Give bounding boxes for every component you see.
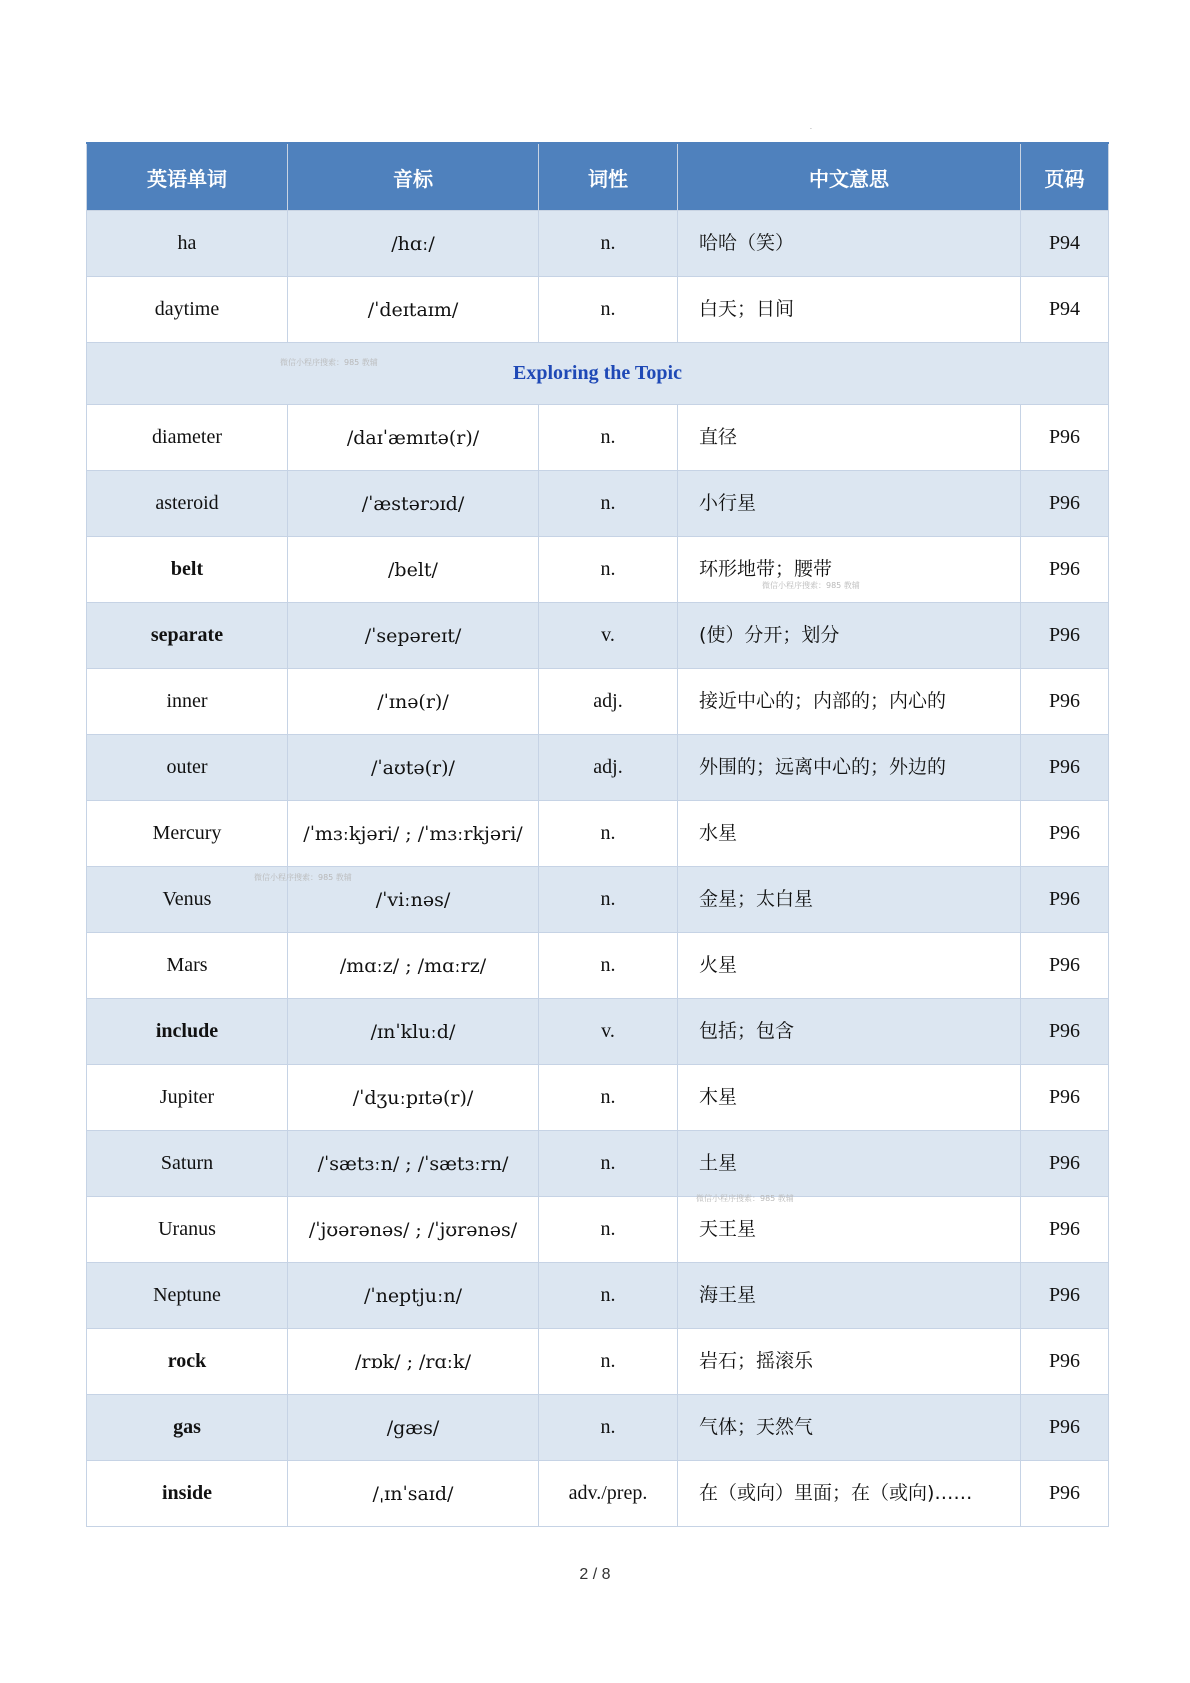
meaning-cell — [678, 1065, 1021, 1131]
meaning-cell — [678, 867, 1021, 933]
top-dot-mark: . — [810, 124, 812, 131]
phonetic-cell: /rɒk/ ; /rɑːk/ — [288, 1329, 539, 1395]
pos-cell: n. — [539, 211, 678, 277]
meaning-cell — [678, 603, 1021, 669]
page-cell: P96 — [1021, 1263, 1109, 1329]
table-row — [87, 669, 1109, 735]
phonetic-cell: /ˈviːnəs/ — [288, 867, 539, 933]
phonetic-cell: /gæs/ — [288, 1395, 539, 1461]
meaning-text: 直径 — [699, 426, 738, 448]
meaning-text: 水星 — [699, 822, 738, 844]
phonetic-cell: /ˈjʊərənəs/ ; /ˈjʊrənəs/ — [288, 1197, 539, 1263]
page-cell: P94 — [1021, 277, 1109, 343]
word-cell: belt — [87, 537, 288, 603]
word-cell: Neptune — [87, 1263, 288, 1329]
table-row — [87, 1263, 1109, 1329]
word-cell: inside — [87, 1461, 288, 1527]
page-cell: P96 — [1021, 1065, 1109, 1131]
table-row — [87, 1461, 1109, 1527]
word-cell: ha — [87, 211, 288, 277]
phonetic-cell: /ɪnˈkluːd/ — [288, 999, 539, 1065]
meaning-text: 包括；包含 — [699, 1020, 795, 1042]
meaning-text: 气体；天然气 — [699, 1416, 814, 1438]
table-row — [87, 1197, 1109, 1263]
word-cell: gas — [87, 1395, 288, 1461]
meaning-text: 在（或向）里面；在（或向)…… — [699, 1482, 973, 1504]
table-row — [87, 801, 1109, 867]
meaning-cell — [678, 1395, 1021, 1461]
meaning-cell — [678, 1263, 1021, 1329]
pos-cell: n. — [539, 1263, 678, 1329]
meaning-cell — [678, 277, 1021, 343]
meaning-text: 木星 — [699, 1086, 738, 1108]
page-cell: P96 — [1021, 999, 1109, 1065]
phonetic-cell: /ˈneptjuːn/ — [288, 1263, 539, 1329]
table-row — [87, 1329, 1109, 1395]
phonetic-cell: /ˈɪnə(r)/ — [288, 669, 539, 735]
phonetic-cell: /ˈdeɪtaɪm/ — [288, 277, 539, 343]
meaning-cell — [678, 211, 1021, 277]
header-word: 英语单词 — [87, 143, 288, 211]
meaning-cell — [678, 735, 1021, 801]
watermark-text: 微信小程序搜索：985 教辅 — [280, 358, 378, 367]
word-cell: Venus — [87, 867, 288, 933]
page-cell: P96 — [1021, 1461, 1109, 1527]
pos-cell: n. — [539, 867, 678, 933]
word-cell: diameter — [87, 405, 288, 471]
phonetic-cell: /ˈsætɜːn/ ; /ˈsætɜːrn/ — [288, 1131, 539, 1197]
word-cell: rock — [87, 1329, 288, 1395]
meaning-text: 岩石；摇滚乐 — [699, 1350, 814, 1372]
vocabulary-table — [86, 142, 1109, 1527]
pos-cell: n. — [539, 1065, 678, 1131]
pos-cell: adj. — [539, 669, 678, 735]
page-cell: P96 — [1021, 603, 1109, 669]
pos-cell: n. — [539, 1197, 678, 1263]
meaning-cell — [678, 1461, 1021, 1527]
pos-cell: n. — [539, 405, 678, 471]
meaning-text: 火星 — [699, 954, 738, 976]
meaning-text: 哈哈（笑） — [699, 232, 795, 254]
watermark-text: 微信小程序搜索：985 教辅 — [696, 1194, 794, 1203]
table-row — [87, 471, 1109, 537]
pos-cell: adv./prep. — [539, 1461, 678, 1527]
page-cell: P96 — [1021, 801, 1109, 867]
table-row — [87, 211, 1109, 277]
pos-cell: n. — [539, 801, 678, 867]
phonetic-cell: /ˈæstərɔɪd/ — [288, 471, 539, 537]
table-row — [87, 999, 1109, 1065]
page-cell: P96 — [1021, 933, 1109, 999]
phonetic-cell: /ˈaʊtə(r)/ — [288, 735, 539, 801]
table-row — [87, 1395, 1109, 1461]
meaning-cell — [678, 801, 1021, 867]
page-cell: P96 — [1021, 471, 1109, 537]
table-row — [87, 277, 1109, 343]
phonetic-cell: /hɑː/ — [288, 211, 539, 277]
pos-cell: adj. — [539, 735, 678, 801]
meaning-text: 环形地带；腰带 — [699, 558, 833, 580]
meaning-text: 海王星 — [699, 1284, 757, 1306]
page-cell: P96 — [1021, 1131, 1109, 1197]
section-title: Exploring the Topic — [87, 343, 1109, 405]
meaning-cell — [678, 405, 1021, 471]
table-row — [87, 1065, 1109, 1131]
table-row — [87, 1131, 1109, 1197]
table-body — [87, 211, 1109, 1527]
phonetic-cell: /ˈdʒuːpɪtə(r)/ — [288, 1065, 539, 1131]
pos-cell: n. — [539, 277, 678, 343]
section-header-row — [87, 343, 1109, 405]
page-cell: P96 — [1021, 537, 1109, 603]
page-cell: P96 — [1021, 1197, 1109, 1263]
meaning-cell — [678, 1131, 1021, 1197]
header-pos: 词性 — [539, 143, 678, 211]
meaning-cell — [678, 933, 1021, 999]
meaning-text: 白天；日间 — [699, 298, 795, 320]
word-cell: Jupiter — [87, 1065, 288, 1131]
word-cell: include — [87, 999, 288, 1065]
table-header-row — [87, 143, 1109, 211]
watermark-text: 微信小程序搜索：985 教辅 — [762, 581, 860, 590]
meaning-text: 接近中心的；内部的；内心的 — [699, 690, 947, 712]
pos-cell: n. — [539, 471, 678, 537]
word-cell: outer — [87, 735, 288, 801]
table-row — [87, 603, 1109, 669]
table-row — [87, 933, 1109, 999]
table-row — [87, 405, 1109, 471]
phonetic-cell: /ˈsepəreɪt/ — [288, 603, 539, 669]
header-phonetic: 音标 — [288, 143, 539, 211]
meaning-text: 小行星 — [699, 492, 757, 514]
header-meaning: 中文意思 — [678, 143, 1021, 211]
pos-cell: n. — [539, 1131, 678, 1197]
page-cell: P96 — [1021, 669, 1109, 735]
pos-cell: n. — [539, 537, 678, 603]
meaning-text: 外围的；远离中心的；外边的 — [699, 756, 947, 778]
meaning-cell — [678, 537, 1021, 603]
meaning-text: 金星；太白星 — [699, 888, 814, 910]
page-cell: P96 — [1021, 867, 1109, 933]
phonetic-cell: /daɪˈæmɪtə(r)/ — [288, 405, 539, 471]
word-cell: Saturn — [87, 1131, 288, 1197]
page-cell: P96 — [1021, 405, 1109, 471]
meaning-cell — [678, 999, 1021, 1065]
meaning-cell — [678, 1197, 1021, 1263]
watermark-text: 微信小程序搜索：985 教辅 — [254, 873, 352, 882]
word-cell: asteroid — [87, 471, 288, 537]
header-page: 页码 — [1021, 143, 1109, 211]
word-cell: daytime — [87, 277, 288, 343]
table-row — [87, 537, 1109, 603]
pos-cell: v. — [539, 999, 678, 1065]
meaning-text: 土星 — [699, 1152, 738, 1174]
meaning-cell — [678, 669, 1021, 735]
meaning-cell — [678, 1329, 1021, 1395]
table-row — [87, 867, 1109, 933]
pos-cell: n. — [539, 1395, 678, 1461]
page-number: 2 / 8 — [579, 1566, 611, 1583]
word-cell: Mercury — [87, 801, 288, 867]
table-row — [87, 735, 1109, 801]
word-cell: Uranus — [87, 1197, 288, 1263]
page-cell: P94 — [1021, 211, 1109, 277]
page-cell: P96 — [1021, 735, 1109, 801]
pos-cell: n. — [539, 1329, 678, 1395]
word-cell: separate — [87, 603, 288, 669]
word-cell: inner — [87, 669, 288, 735]
phonetic-cell: /mɑːz/ ; /mɑːrz/ — [288, 933, 539, 999]
pos-cell: v. — [539, 603, 678, 669]
word-cell: Mars — [87, 933, 288, 999]
meaning-cell — [678, 471, 1021, 537]
pos-cell: n. — [539, 933, 678, 999]
meaning-text: (使）分开；划分 — [699, 624, 840, 646]
meaning-text: 天王星 — [699, 1218, 757, 1240]
page-cell: P96 — [1021, 1329, 1109, 1395]
phonetic-cell: /ˌɪnˈsaɪd/ — [288, 1461, 539, 1527]
phonetic-cell: /belt/ — [288, 537, 539, 603]
phonetic-cell: /ˈmɜːkjəri/ ; /ˈmɜːrkjəri/ — [288, 801, 539, 867]
page-cell: P96 — [1021, 1395, 1109, 1461]
